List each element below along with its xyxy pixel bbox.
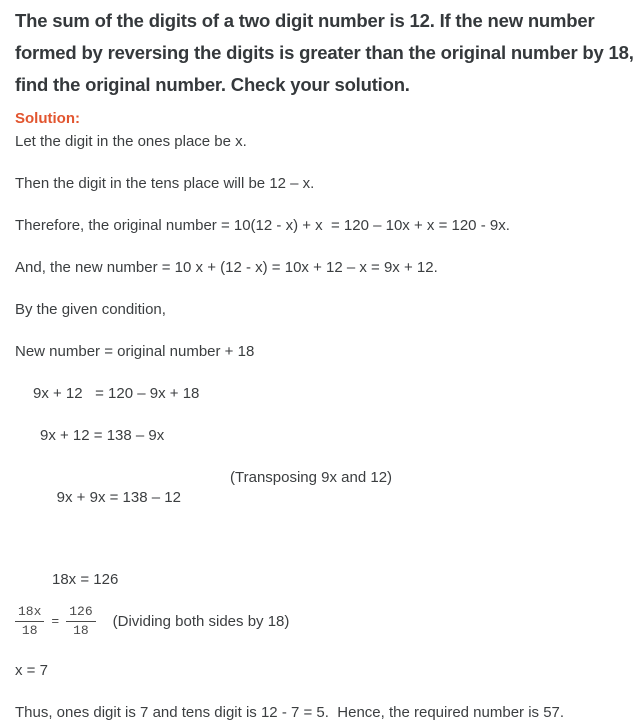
fraction-note: (Dividing both sides by 18)	[112, 613, 290, 630]
equation-note: (Transposing 9x and 12)	[230, 469, 393, 486]
equation-line: 9x + 12 = 120 – 9x + 18	[33, 385, 200, 402]
equation-line-with-note	[15, 468, 621, 548]
solution-step: New number = original number + 18	[15, 343, 255, 360]
right-fraction	[66, 604, 95, 639]
fraction-numerator: 18x	[15, 604, 44, 622]
question-heading	[15, 5, 634, 101]
solution-step: Then the digit in the tens place will be 12 – x.	[15, 175, 315, 192]
solution-label: Solution:	[15, 110, 80, 127]
solution-step: Let the digit in the ones place be x.	[15, 133, 247, 150]
equation-line: 9x + 12 = 138 – 9x	[40, 427, 165, 444]
equals-sign: =	[51, 614, 60, 629]
question-line: formed by reversing the digits is greater than the original number by 18,	[15, 42, 634, 63]
left-fraction	[15, 604, 44, 639]
fraction-equation	[15, 604, 621, 639]
fraction-denominator: 18	[73, 623, 89, 638]
solution-step: Therefore, the original number = 10(12 - x) + x = 120 – 10x + x = 120 - 9x.	[15, 217, 510, 234]
equation-text: 9x + 9x = 138 – 12	[56, 489, 181, 506]
fraction-numerator: 126	[66, 604, 95, 622]
question-line: find the original number. Check your solution.	[15, 74, 410, 95]
question-line: The sum of the digits of a two digit number is 12. If the new number	[15, 10, 595, 31]
fraction-denominator: 18	[21, 623, 38, 638]
equation-line: 18x = 126	[52, 571, 119, 588]
solution-step: By the given condition,	[15, 301, 166, 318]
equation-result: x = 7	[15, 662, 48, 679]
solution-step: And, the new number = 10 x + (12 - x) = 10x + 12 – x = 9x + 12.	[15, 259, 438, 276]
conclusion-line: Thus, ones digit is 7 and tens digit is 12 - 7 = 5. Hence, the required number is 57.	[15, 704, 565, 721]
